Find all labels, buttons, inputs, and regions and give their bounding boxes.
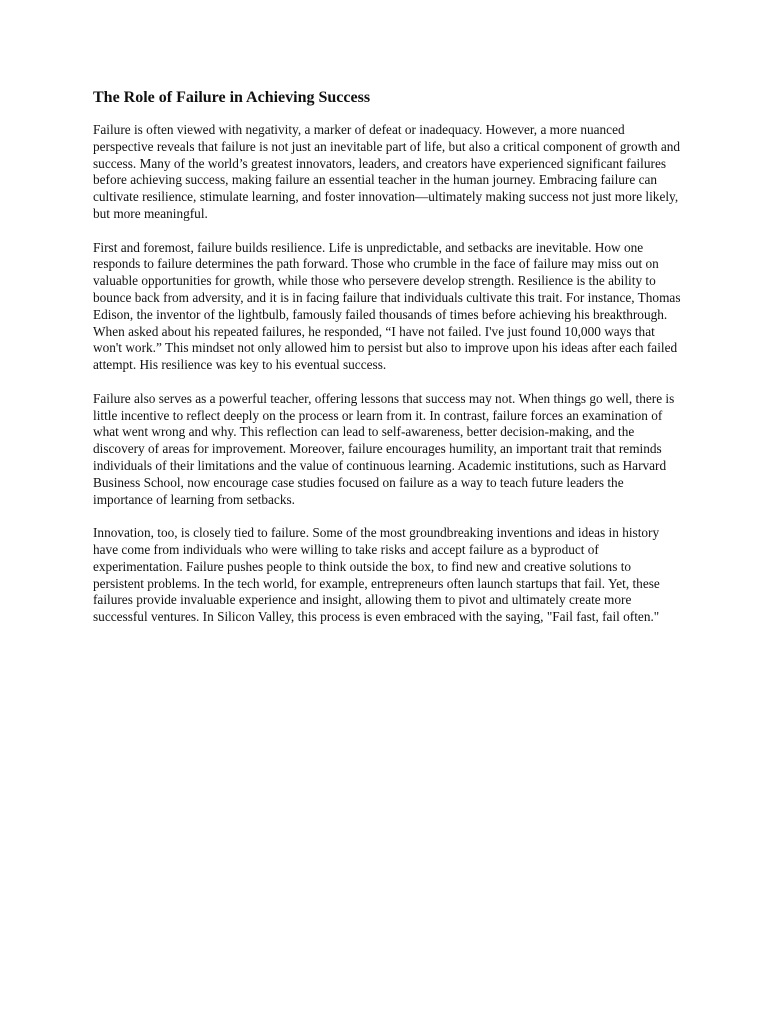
paragraph-innovation: Innovation, too, is closely tied to failure. Some of the most groundbreaking inventions and ideas in history have come from individuals who were willing to take risks and accept failure as a byproduct of experimentation. Failure pushes people to think outside the box, to find new and creative solutions to persistent problems. In the tech world, for example, entrepreneurs often launch startups that fail. Yet, these failures provide invaluable experience and insight, allowing them to pivot and ultimately create more successful ventures. In Silicon Valley, this process is even embraced with the saying, "Fail fast, fail often." [93, 525, 660, 625]
paragraph-intro: Failure is often viewed with negativity, a marker of defeat or inadequacy. However, a more nuanced perspective reveals that failure is not just an inevitable part of life, but also a critical component of growth and success. Many of the world’s greatest innovators, leaders, and creators have experienced significant failures before achieving success, making failure an essential teacher in the human journey. Embracing failure can cultivate resilience, stimulate learning, and foster innovation—ultimately making success not just more likely, but more meaningful. [93, 122, 681, 221]
paragraph-resilience: First and foremost, failure builds resilience. Life is unpredictable, and setbacks are inevitable. How one responds to failure determines the path forward. Those who crumble in the face of failure may miss out on valuable opportunities for growth, while those who persevere develop strength. Resilience is the ability to bounce back from adversity, and it is in facing failure that individuals cultivate this trait. For instance, Thomas Edison, the inventor of the lightbulb, famously failed thousands of times before achieving his breakthrough. When asked about his repeated failures, he responded, “I have not failed. I've just found 10,000 ways that won't work.” This mindset not only allowed him to persist but also to improve upon his ideas after each failed attempt. His resilience was key to his eventual success. [93, 239, 681, 373]
document-body [93, 88, 683, 643]
paragraph-teacher: Failure also serves as a powerful teacher, offering lessons that success may not. When things go well, there is little incentive to reflect deeply on the process or learn from it. In contrast, failure forces an examination of what went wrong and why. This reflection can lead to self-awareness, better decision-making, and the discovery of areas for improvement. Moreover, failure encourages humility, an important trait that reminds individuals of their limitations and the value of continuous learning. Academic institutions, such as Harvard Business School, now encourage case studies focused on failure as a way to teach future leaders the importance of learning from setbacks. [93, 390, 675, 507]
document-title: The Role of Failure in Achieving Success [93, 89, 371, 106]
